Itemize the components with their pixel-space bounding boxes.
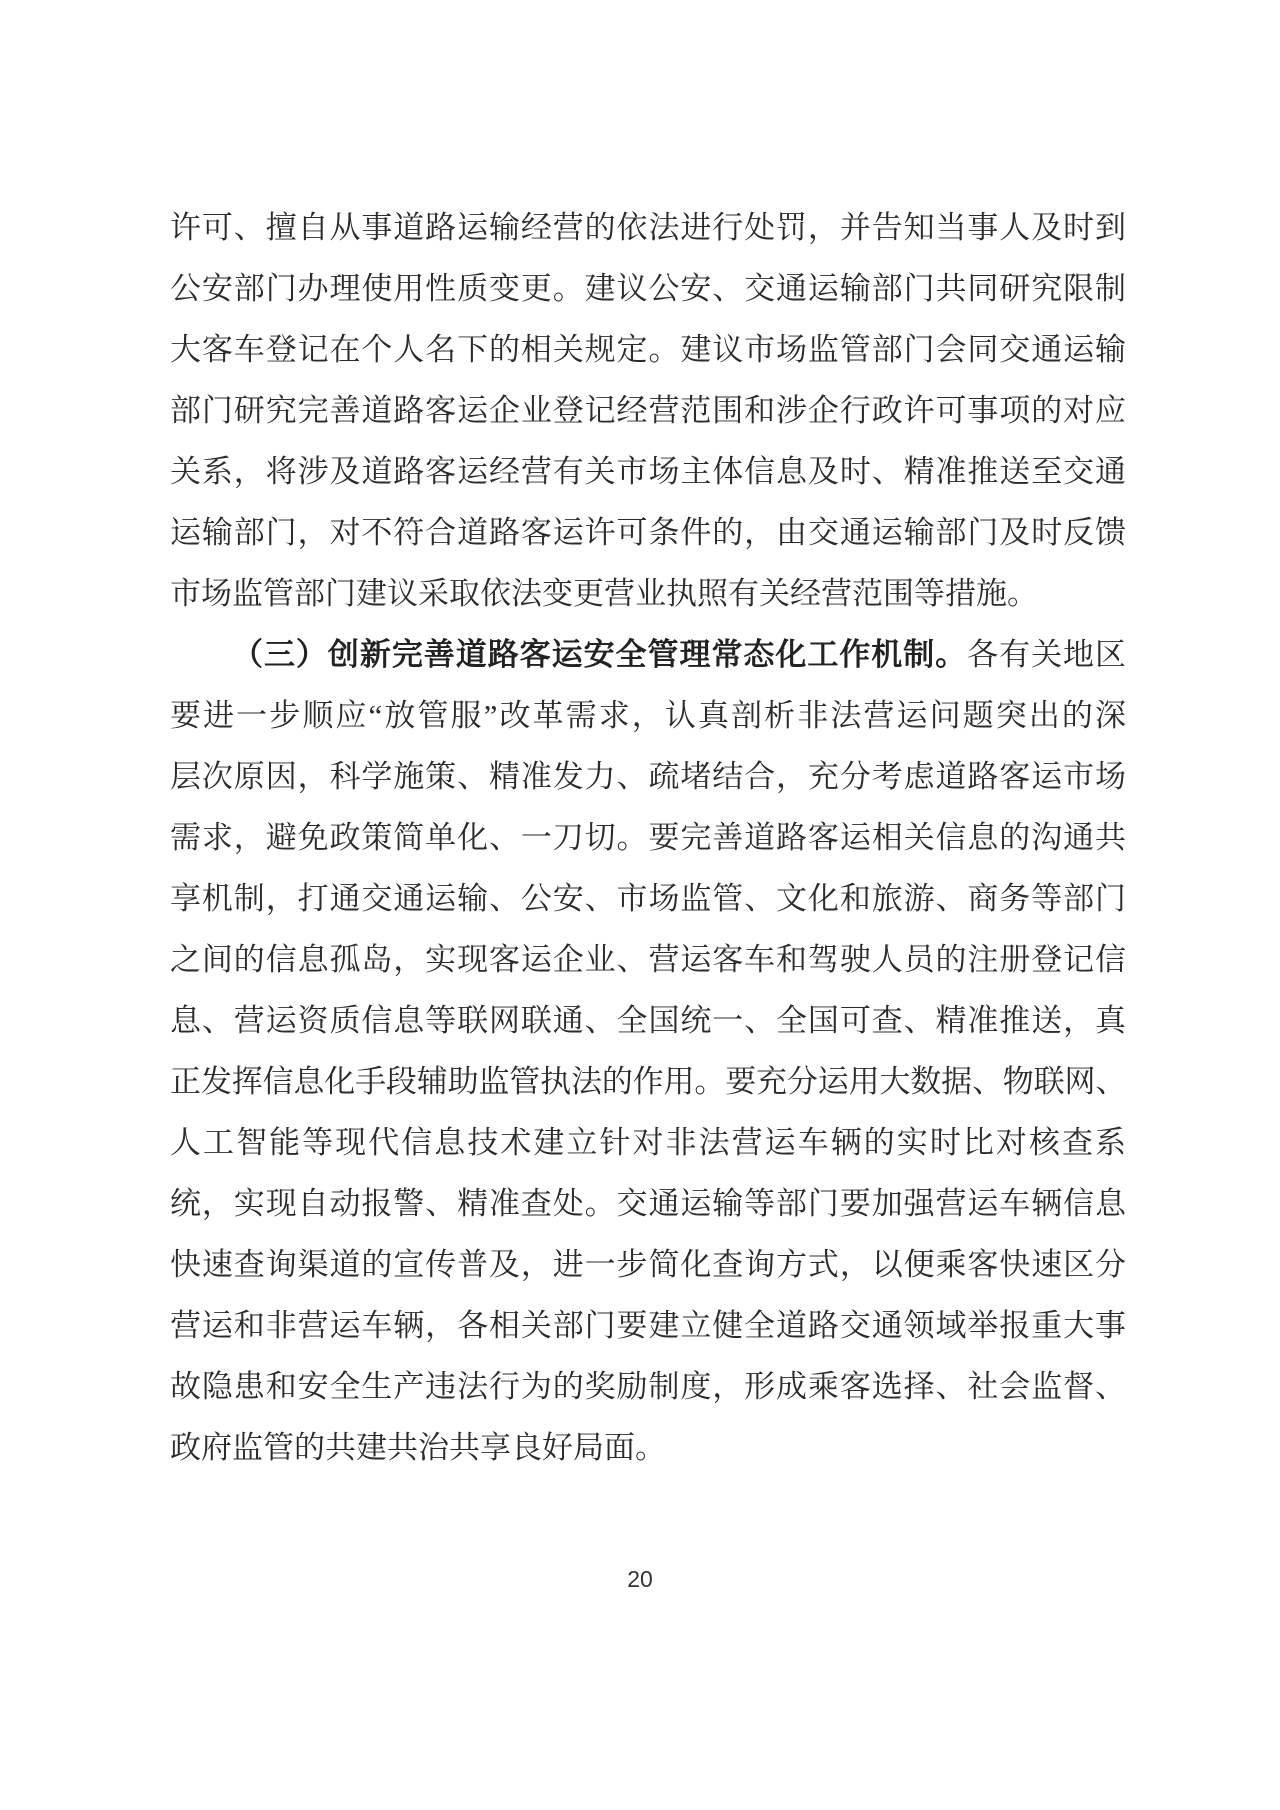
text-line: 统，实现自动报警、精准查处。交通运输等部门要加强营运车辆信息 [170,1186,1126,1221]
section-heading: （三）创新完善道路客运安全管理常态化工作机制。 [232,637,968,672]
text-line: 运输部门，对不符合道路客运许可条件的，由交通运输部门及时反馈 [170,515,1126,550]
page-number: 20 [627,1566,653,1592]
text-line: 需求，避免政策简单化、一刀切。要完善道路客运相关信息的沟通共 [170,820,1126,855]
text-line: 人工智能等现代信息技术建立针对非法营运车辆的实时比对核查系 [170,1125,1126,1160]
text-line: 息、营运资质信息等联网联通、全国统一、全国可查、精准推送，真 [170,1003,1126,1038]
text-line-section-start [170,624,1126,685]
text-line: 正发挥信息化手段辅助监管执法的作用。要充分运用大数据、物联网、 [170,1064,1126,1099]
text-line: 层次原因，科学施策、精准发力、疏堵结合，充分考虑道路客运市场 [170,759,1126,794]
text-line: 部门研究完善道路客运企业登记经营范围和涉企行政许可事项的对应 [170,393,1126,428]
text-line-paragraph-end: 政府监管的共建共治共享良好局面。 [170,1430,666,1465]
section-heading-continuation: 各有关地区 [967,637,1126,672]
text-line: 公安部门办理使用性质变更。建议公安、交通运输部门共同研究限制 [170,271,1126,306]
text-line-paragraph-end: 市场监管部门建议采取依法变更营业执照有关经营范围等措施。 [170,576,1038,611]
text-line: 营运和非营运车辆，各相关部门要建立健全道路交通领域举报重大事 [170,1308,1126,1343]
document-body-text [170,197,1126,1478]
text-line: 享机制，打通交通运输、公安、市场监管、文化和旅游、商务等部门 [170,881,1126,916]
text-line: 许可、擅自从事道路运输经营的依法进行处罚，并告知当事人及时到 [170,210,1126,245]
text-line: 故隐患和安全生产违法行为的奖励制度，形成乘客选择、社会监督、 [170,1369,1126,1404]
text-line: 关系，将涉及道路客运经营有关市场主体信息及时、精准推送至交通 [170,454,1126,489]
text-line: 之间的信息孤岛，实现客运企业、营运客车和驾驶人员的注册登记信 [170,942,1126,977]
text-line: 快速查询渠道的宣传普及，进一步简化查询方式，以便乘客快速区分 [170,1247,1126,1282]
text-line: 要进一步顺应“放管服”改革需求，认真剖析非法营运问题突出的深 [170,698,1126,733]
text-line: 大客车登记在个人名下的相关规定。建议市场监管部门会同交通运输 [170,332,1126,367]
